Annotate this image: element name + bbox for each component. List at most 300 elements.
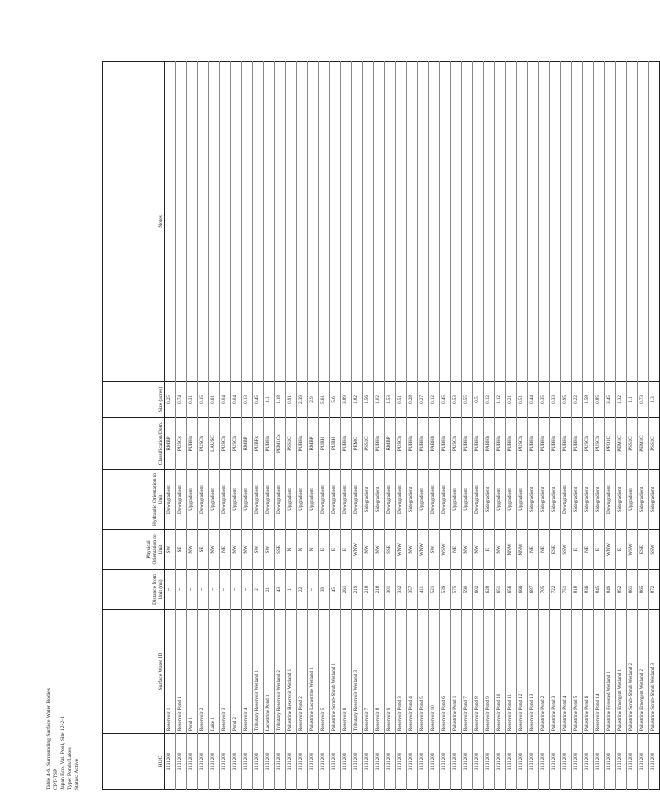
cell-notes: [649, 62, 660, 382]
cell-hydraulic-orientation: Downgradient: [253, 470, 264, 530]
cell-distance: --: [176, 570, 187, 610]
cell-hydraulic-orientation: Downgradient: [275, 470, 286, 530]
cell-physical-orientation: WNW: [605, 530, 616, 570]
cell-distance: 865: [638, 570, 649, 610]
surface-water-table: [102, 61, 660, 790]
cell-huc: 3131200: [330, 734, 341, 790]
cell-size: 1.12: [495, 382, 506, 418]
cell-classification: PFO1C: [605, 418, 616, 470]
cell-distance: --: [242, 570, 253, 610]
cell-huc: 3131200: [440, 734, 451, 790]
cell-classification: PUSCh: [220, 418, 231, 470]
cell-hydraulic-orientation: Sidegradient: [363, 470, 374, 530]
cell-physical-orientation: E: [319, 530, 330, 570]
cell-surface-water-id: Reservoir Pond 12: [517, 610, 528, 734]
cell-classification: PUSCh: [451, 418, 462, 470]
cell-size: 0.55: [462, 382, 473, 418]
cell-classification: PSS1C: [363, 418, 374, 470]
cell-physical-orientation: NE: [451, 530, 462, 570]
table-row: [253, 62, 264, 790]
cell-classification: PUBHx: [506, 418, 517, 470]
cell-distance: 849: [605, 570, 616, 610]
cell-distance: 628: [484, 570, 495, 610]
cell-physical-orientation: WNW: [352, 530, 363, 570]
cell-classification: PUBHx: [440, 418, 451, 470]
cell-hydraulic-orientation: Upgradient: [297, 470, 308, 530]
cell-notes: [484, 62, 495, 382]
table-row: [539, 62, 550, 790]
cell-distance: 39: [319, 570, 330, 610]
table-row: [561, 62, 572, 790]
cell-size: 0.21: [506, 382, 517, 418]
cell-physical-orientation: SW: [264, 530, 275, 570]
cell-physical-orientation: SSW: [649, 530, 660, 570]
cell-surface-water-id: Reservoir Pond 3: [396, 610, 407, 734]
cell-hydraulic-orientation: Upgradient: [506, 470, 517, 530]
cell-physical-orientation: N: [308, 530, 319, 570]
table-row: [616, 62, 627, 790]
cell-notes: [319, 62, 330, 382]
cell-classification: PUBHx: [539, 418, 550, 470]
cell-hydraulic-orientation: Sidegradient: [539, 470, 550, 530]
cell-hydraulic-orientation: Upgradient: [308, 470, 319, 530]
cell-notes: [341, 62, 352, 382]
cell-surface-water-id: Reservoir 4: [242, 610, 253, 734]
cell-physical-orientation: ESE: [550, 530, 561, 570]
cell-size: 0.04: [220, 382, 231, 418]
cell-hydraulic-orientation: Sidegradient: [550, 470, 561, 530]
header-line-3: Japan Eco. Val. Pool, Site 12-2-1: [60, 716, 66, 790]
cell-distance: 872: [649, 570, 660, 610]
cell-notes: [209, 62, 220, 382]
cell-classification: PUBHx: [341, 418, 352, 470]
cell-size: 0.35: [539, 382, 550, 418]
cell-notes: [275, 62, 286, 382]
table-row: [572, 62, 583, 790]
cell-classification: PUBHx: [264, 418, 275, 470]
cell-size: 0.13: [242, 382, 253, 418]
cell-distance: 845: [594, 570, 605, 610]
cell-physical-orientation: E: [341, 530, 352, 570]
cell-notes: [198, 62, 209, 382]
table-row: [264, 62, 275, 790]
cell-notes: [253, 62, 264, 382]
cell-notes: [451, 62, 462, 382]
table-row: [275, 62, 286, 790]
rotated-table-page: [46, 62, 656, 790]
cell-classification: RMBP: [242, 418, 253, 470]
cell-physical-orientation: NE: [528, 530, 539, 570]
cell-size: 0.25: [165, 382, 176, 418]
cell-huc: 3131200: [385, 734, 396, 790]
cell-surface-water-id: Reservoir 3: [220, 610, 231, 734]
cell-size: 3.89: [341, 382, 352, 418]
table-row: [627, 62, 638, 790]
cell-distance: 45: [330, 570, 341, 610]
cell-classification: PUSCh: [517, 418, 528, 470]
cell-size: 0.04: [231, 382, 242, 418]
cell-size: 1.32: [616, 382, 627, 418]
table-row: [638, 62, 649, 790]
cell-size: 0.45: [253, 382, 264, 418]
column-header-size: Size (acres): [103, 382, 165, 418]
cell-surface-water-id: Reservoir Pond 10: [495, 610, 506, 734]
cell-size: 0.44: [528, 382, 539, 418]
cell-size: 0.12: [484, 382, 495, 418]
cell-surface-water-id: Palustrine Scrub-Shrub Wetland 3: [649, 610, 660, 734]
cell-notes: [616, 62, 627, 382]
cell-size: 0.61: [209, 382, 220, 418]
cell-physical-orientation: SE: [198, 530, 209, 570]
cell-huc: 3131200: [297, 734, 308, 790]
cell-physical-orientation: NNW: [506, 530, 517, 570]
table-row: [330, 62, 341, 790]
cell-surface-water-id: Reservoir Pond 13: [528, 610, 539, 734]
cell-surface-water-id: Reservoir Pond 6: [440, 610, 451, 734]
cell-notes: [220, 62, 231, 382]
cell-classification: PUBHx: [297, 418, 308, 470]
cell-surface-water-id: Tributary Reservoir Wetland 3: [352, 610, 363, 734]
column-header-classification: Classification/Dom.: [103, 418, 165, 470]
cell-huc: 3131200: [550, 734, 561, 790]
cell-size: 0.27: [418, 382, 429, 418]
cell-classification: PUBHx: [550, 418, 561, 470]
cell-distance: 852: [616, 570, 627, 610]
cell-notes: [374, 62, 385, 382]
cell-huc: 3131200: [429, 734, 440, 790]
column-header-huc: HUC: [103, 734, 165, 790]
cell-notes: [517, 62, 528, 382]
cell-physical-orientation: E: [572, 530, 583, 570]
column-header-surface-water-id: Surface Water ID: [103, 610, 165, 734]
cell-size: 2.9: [308, 382, 319, 418]
cell-huc: 3131200: [572, 734, 583, 790]
table-row: [517, 62, 528, 790]
cell-distance: 2: [253, 570, 264, 610]
cell-huc: 3131200: [220, 734, 231, 790]
cell-surface-water-id: Reservoir Pond 9: [484, 610, 495, 734]
cell-size: 1.3: [649, 382, 660, 418]
table-row: [319, 62, 330, 790]
cell-hydraulic-orientation: Downgradient: [341, 470, 352, 530]
cell-surface-water-id: Reservoir Pond 14: [594, 610, 605, 734]
cell-notes: [627, 62, 638, 382]
cell-huc: 3131200: [341, 734, 352, 790]
cell-huc: 3131200: [242, 734, 253, 790]
cell-classification: PEMC: [352, 418, 363, 470]
table-row: [605, 62, 616, 790]
cell-surface-water-id: Reservoir 8: [374, 610, 385, 734]
table-row: [484, 62, 495, 790]
cell-size: 0.51: [517, 382, 528, 418]
cell-classification: PUBHx: [418, 418, 429, 470]
cell-physical-orientation: E: [330, 530, 341, 570]
cell-huc: 3131200: [517, 734, 528, 790]
cell-surface-water-id: Reservoir 6: [341, 610, 352, 734]
cell-size: 0.12: [429, 382, 440, 418]
cell-physical-orientation: NE: [220, 530, 231, 570]
cell-notes: [462, 62, 473, 382]
cell-surface-water-id: Reservoir Pond 11: [506, 610, 517, 734]
cell-classification: PUBHx: [187, 418, 198, 470]
cell-surface-water-id: Lacustrine Pond 1: [264, 610, 275, 734]
cell-surface-water-id: Reservoir 5: [319, 610, 330, 734]
cell-size: 0.28: [407, 382, 418, 418]
cell-hydraulic-orientation: Sidegradient: [616, 470, 627, 530]
cell-notes: [495, 62, 506, 382]
cell-hydraulic-orientation: Upgradient: [187, 470, 198, 530]
table-row: [209, 62, 220, 790]
cell-distance: --: [308, 570, 319, 610]
cell-huc: 3131200: [253, 734, 264, 790]
cell-huc: 3131200: [473, 734, 484, 790]
cell-physical-orientation: WSW: [440, 530, 451, 570]
cell-huc: 3131200: [627, 734, 638, 790]
table-row: [429, 62, 440, 790]
cell-notes: [396, 62, 407, 382]
cell-distance: 705: [539, 570, 550, 610]
cell-size: 5.61: [319, 382, 330, 418]
cell-huc: 3131200: [396, 734, 407, 790]
cell-notes: [594, 62, 605, 382]
cell-physical-orientation: NE: [539, 530, 550, 570]
cell-surface-water-id: Lake 1: [209, 610, 220, 734]
cell-classification: PUBHx: [572, 418, 583, 470]
cell-huc: 3131200: [209, 734, 220, 790]
cell-size: 1.1: [627, 382, 638, 418]
cell-notes: [418, 62, 429, 382]
cell-hydraulic-orientation: Downgradient: [198, 470, 209, 530]
table-row: [385, 62, 396, 790]
cell-huc: 3131200: [407, 734, 418, 790]
cell-classification: PUSCh: [231, 418, 242, 470]
cell-physical-orientation: WNW: [418, 530, 429, 570]
cell-physical-orientation: E: [594, 530, 605, 570]
cell-notes: [528, 62, 539, 382]
cell-distance: 521: [429, 570, 440, 610]
cell-notes: [242, 62, 253, 382]
cell-hydraulic-orientation: Upgradient: [231, 470, 242, 530]
cell-classification: PUSCh: [198, 418, 209, 470]
cell-huc: 3131200: [286, 734, 297, 790]
cell-hydraulic-orientation: Downgradient: [440, 470, 451, 530]
cell-huc: 3131200: [451, 734, 462, 790]
cell-surface-water-id: Pond 1: [187, 610, 198, 734]
cell-hydraulic-orientation: Downgradient: [396, 470, 407, 530]
cell-surface-water-id: Palustrine Pond 6: [583, 610, 594, 734]
cell-physical-orientation: SSE: [385, 530, 396, 570]
cell-notes: [187, 62, 198, 382]
cell-distance: 43: [275, 570, 286, 610]
cell-surface-water-id: Reservoir 9: [385, 610, 396, 734]
cell-hydraulic-orientation: Sidegradient: [649, 470, 660, 530]
cell-size: 0.15: [198, 382, 209, 418]
cell-notes: [638, 62, 649, 382]
cell-hydraulic-orientation: Downgradient: [319, 470, 330, 530]
cell-huc: 3131200: [264, 734, 275, 790]
cell-notes: [572, 62, 583, 382]
cell-surface-water-id: Reservoir 2: [198, 610, 209, 734]
cell-distance: 1: [286, 570, 297, 610]
cell-size: 0.53: [451, 382, 462, 418]
table-row: [198, 62, 209, 790]
cell-distance: 332: [396, 570, 407, 610]
cell-physical-orientation: SW: [253, 530, 264, 570]
table-row: [220, 62, 231, 790]
cell-size: 0.74: [176, 382, 187, 418]
cell-distance: 818: [572, 570, 583, 610]
table-row: [308, 62, 319, 790]
cell-huc: 3131200: [176, 734, 187, 790]
cell-surface-water-id: Palustrine Scrub-Shrub Wetland 1: [330, 610, 341, 734]
cell-hydraulic-orientation: Upgradient: [517, 470, 528, 530]
cell-huc: 3131200: [462, 734, 473, 790]
cell-notes: [231, 62, 242, 382]
cell-distance: 722: [550, 570, 561, 610]
cell-huc: 3131200: [539, 734, 550, 790]
cell-huc: 3131200: [374, 734, 385, 790]
cell-distance: 666: [517, 570, 528, 610]
cell-physical-orientation: NE: [583, 530, 594, 570]
table-row: [286, 62, 297, 790]
cell-surface-water-id: Palustrine Lacustrine Wetland 1: [308, 610, 319, 734]
cell-classification: PUSCx: [176, 418, 187, 470]
cell-hydraulic-orientation: Sidegradient: [572, 470, 583, 530]
cell-surface-water-id: Reservoir 1: [165, 610, 176, 734]
cell-classification: PUBHx: [462, 418, 473, 470]
cell-huc: 3131200: [616, 734, 627, 790]
cell-hydraulic-orientation: Downgradient: [352, 470, 363, 530]
table-row: [649, 62, 660, 790]
cell-surface-water-id: Palustrine Reservoir Wetland 1: [286, 610, 297, 734]
cell-size: 0.91: [286, 382, 297, 418]
cell-classification: PUSCh: [583, 418, 594, 470]
cell-huc: 3131200: [605, 734, 616, 790]
cell-physical-orientation: NW: [495, 530, 506, 570]
table-body: [165, 62, 660, 790]
cell-distance: 218: [363, 570, 374, 610]
cell-size: 2.39: [297, 382, 308, 418]
cell-huc: 3131200: [418, 734, 429, 790]
table-row: [473, 62, 484, 790]
cell-size: 0.31: [187, 382, 198, 418]
cell-hydraulic-orientation: Upgradient: [242, 470, 253, 530]
cell-notes: [385, 62, 396, 382]
cell-size: 0.33: [550, 382, 561, 418]
cell-physical-orientation: WSW: [627, 530, 638, 570]
cell-huc: 3131200: [561, 734, 572, 790]
cell-surface-water-id: Reservoir Pond 7: [462, 610, 473, 734]
header-line-5: Status: Active: [74, 758, 80, 790]
cell-surface-water-id: Palustrine Emergent Wetland 1: [616, 610, 627, 734]
cell-huc: 3131200: [198, 734, 209, 790]
cell-surface-water-id: Tributary Reservoir Wetland 2: [275, 610, 286, 734]
cell-hydraulic-orientation: Downgradient: [561, 470, 572, 530]
table-row: [352, 62, 363, 790]
cell-distance: 411: [418, 570, 429, 610]
cell-hydraulic-orientation: Downgradient: [176, 470, 187, 530]
cell-huc: 3131200: [308, 734, 319, 790]
cell-size: 1.02: [374, 382, 385, 418]
cell-notes: [176, 62, 187, 382]
cell-physical-orientation: WNW: [396, 530, 407, 570]
cell-classification: RMBP: [385, 418, 396, 470]
cell-classification: PABHh: [429, 418, 440, 470]
cell-distance: 651: [495, 570, 506, 610]
header-line-2: CPT-TSP: [53, 768, 59, 790]
cell-hydraulic-orientation: Upgradient: [627, 470, 638, 530]
cell-physical-orientation: NW: [374, 530, 385, 570]
table-row: [176, 62, 187, 790]
cell-huc: 3131200: [165, 734, 176, 790]
cell-hydraulic-orientation: Sidegradient: [407, 470, 418, 530]
table-row: [187, 62, 198, 790]
cell-hydraulic-orientation: Downgradient: [605, 470, 616, 530]
cell-physical-orientation: ESE: [638, 530, 649, 570]
cell-notes: [473, 62, 484, 382]
cell-surface-water-id: Pond 2: [231, 610, 242, 734]
cell-surface-water-id: Palustrine Pond 2: [539, 610, 550, 734]
cell-huc: 3131200: [495, 734, 506, 790]
cell-surface-water-id: Reservoir Pond 5: [418, 610, 429, 734]
cell-distance: --: [231, 570, 242, 610]
cell-hydraulic-orientation: Sidegradient: [594, 470, 605, 530]
cell-distance: 836: [583, 570, 594, 610]
cell-hydraulic-orientation: Upgradient: [286, 470, 297, 530]
cell-surface-water-id: Reservoir Pond 8: [473, 610, 484, 734]
cell-physical-orientation: SSW: [561, 530, 572, 570]
cell-huc: 3131200: [649, 734, 660, 790]
cell-huc: 3131200: [231, 734, 242, 790]
cell-physical-orientation: NNW: [517, 530, 528, 570]
cell-surface-water-id: Tributary Reservoir Wetland 1: [253, 610, 264, 734]
cell-notes: [330, 62, 341, 382]
cell-huc: 3131200: [528, 734, 539, 790]
table-row: [165, 62, 176, 790]
cell-hydraulic-orientation: Downgradient: [165, 470, 176, 530]
cell-distance: 539: [440, 570, 451, 610]
cell-hydraulic-orientation: Downgradient: [330, 470, 341, 530]
cell-physical-orientation: NW: [242, 530, 253, 570]
cell-notes: [286, 62, 297, 382]
cell-huc: 3131200: [506, 734, 517, 790]
cell-physical-orientation: E: [616, 530, 627, 570]
cell-physical-orientation: E: [484, 530, 495, 570]
cell-classification: PUBFx: [253, 418, 264, 470]
cell-physical-orientation: NW: [231, 530, 242, 570]
cell-classification: PSS1C: [627, 418, 638, 470]
cell-physical-orientation: SSE: [275, 530, 286, 570]
cell-size: 5.6: [330, 382, 341, 418]
cell-notes: [440, 62, 451, 382]
cell-huc: 3131200: [594, 734, 605, 790]
cell-surface-water-id: Palustrine Scrub-Shrub Wetland 2: [627, 610, 638, 734]
table-row: [594, 62, 605, 790]
cell-classification: PUSCh: [594, 418, 605, 470]
table-row: [506, 62, 517, 790]
cell-size: 0.73: [638, 382, 649, 418]
cell-hydraulic-orientation: Sidegradient: [528, 470, 539, 530]
cell-classification: PUBHx: [407, 418, 418, 470]
cell-distance: --: [165, 570, 176, 610]
cell-size: 1.18: [275, 382, 286, 418]
cell-physical-orientation: NW: [462, 530, 473, 570]
table-row: [462, 62, 473, 790]
cell-surface-water-id: Palustrine Pond 3: [550, 610, 561, 734]
cell-huc: 3131200: [484, 734, 495, 790]
cell-distance: --: [187, 570, 198, 610]
cell-notes: [583, 62, 594, 382]
